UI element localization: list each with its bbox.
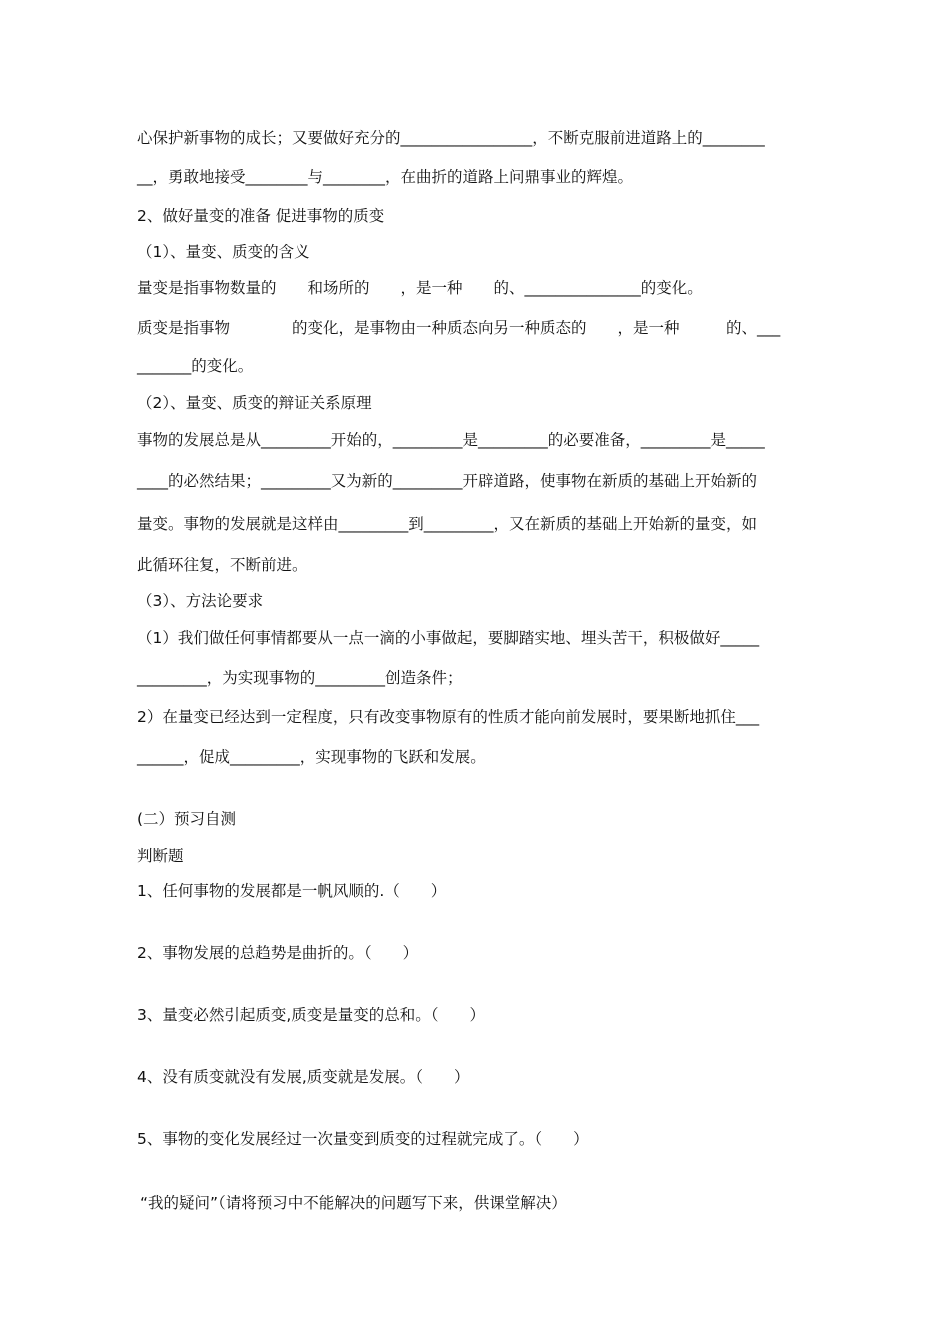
subsection-heading-1: （1）、量变、质变的含义 [137,243,310,261]
judgement-question-3: 3、量变必然引起质变,质变是量变的总和。（ ） [137,1006,486,1024]
text-line-dialectic-1: 事物的发展总是从_________开始的，_________是_________的必要准备，_________是_____ [137,431,765,449]
text-line-dialectic-2: ____的必然结果；_________又为新的_________开辟道路，使事物在新质的基础上开始新的 [137,472,758,490]
subsection-heading-2: （2）、量变、质变的辩证关系原理 [137,394,372,412]
judgement-question-4: 4、没有质变就没有发展,质变就是发展。（ ） [137,1068,470,1086]
text-line-quantitative-change: 量变是指事物数量的 和场所的 ，是一种 的、_______________的变化。 [137,279,703,297]
section-heading-2: 2、做好量变的准备 促进事物的质变 [137,207,385,225]
text-line-qualitative-change: 质变是指事物 的变化，是事物由一种质态向另一种质态的 ，是一种 的、___ [137,319,781,337]
my-questions-prompt: “我的疑问”（请将预习中不能解决的问题写下来，供课堂解决） [140,1194,567,1212]
text-line-2: __，勇敢地接受________与________，在曲折的道路上问鼎事业的辉煌。 [137,168,634,186]
text-line-method-2-cont: ______，促成_________，实现事物的飞跃和发展。 [137,748,486,766]
judgement-question-5: 5、事物的变化发展经过一次量变到质变的过程就完成了。（ ） [137,1130,589,1148]
subsection-heading-3: （3）、方法论要求 [137,592,264,610]
text-line-method-1: （1）我们做任何事情都要从一点一滴的小事做起，要脚踏实地、埋头苦干，积极做好_____ [137,629,760,647]
text-line-dialectic-4: 此循环往复，不断前进。 [137,556,308,574]
text-line-method-2: 2）在量变已经达到一定程度，只有改变事物原有的性质才能向前发展时，要果断地抓住___ [137,708,760,726]
judgement-question-2: 2、事物发展的总趋势是曲折的。（ ） [137,944,419,962]
text-line-1: 心保护新事物的成长；又要做好充分的_________________，不断克服前进道路上的________ [137,129,765,147]
question-type-heading: 判断题 [137,847,184,865]
judgement-question-1: 1、任何事物的发展都是一帆风顺的.（ ） [137,882,447,900]
text-line-dialectic-3: 量变。事物的发展就是这样由_________到_________，又在新质的基础上开始新的量变，如 [137,515,758,533]
text-line-method-1-cont: _________，为实现事物的_________创造条件； [137,669,463,687]
section-heading-preview-test: (二）预习自测 [137,810,237,828]
text-line-qualitative-change-cont: _______的变化。 [137,357,254,375]
